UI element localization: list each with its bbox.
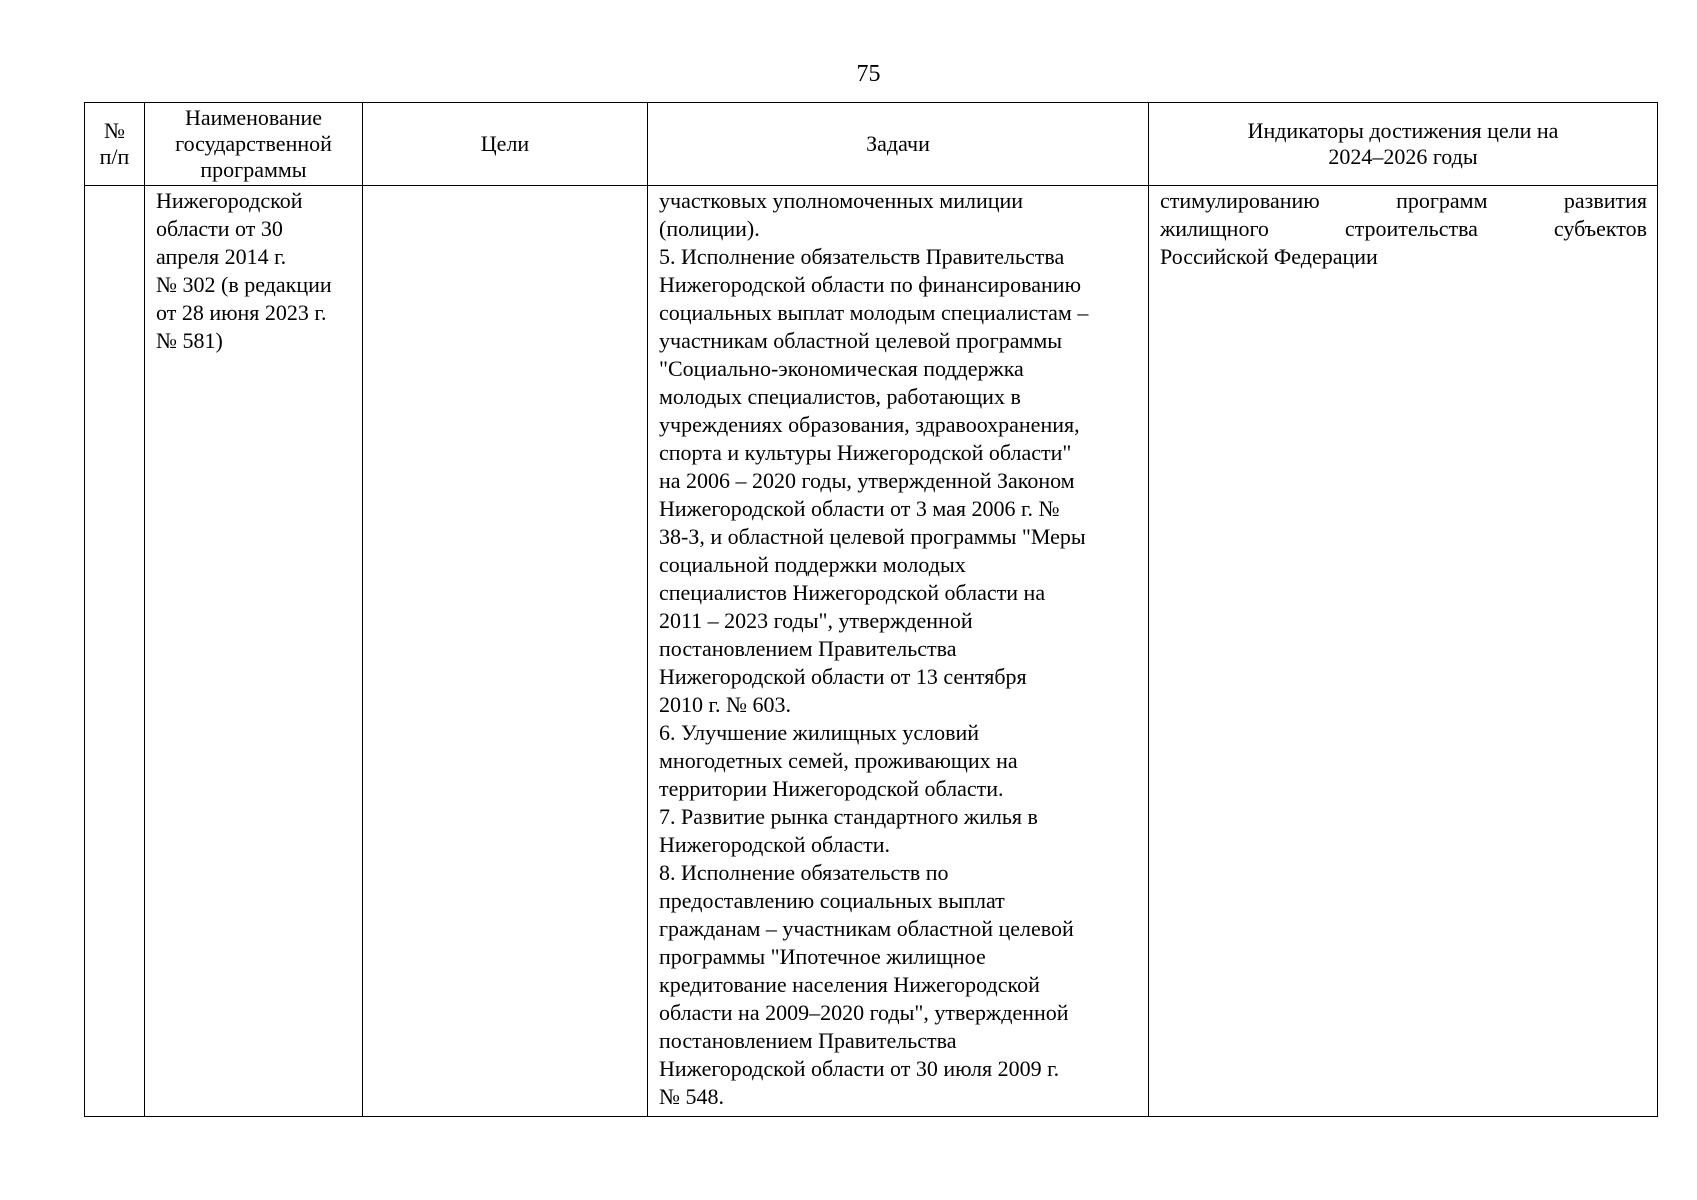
cell-num bbox=[85, 186, 145, 1117]
indicators-line: стимулированию программ развития bbox=[1160, 188, 1647, 213]
tasks-line: постановлением Правительства bbox=[659, 636, 957, 661]
tasks-line: Нижегородской области от 30 июля 2009 г. bbox=[659, 1056, 1060, 1081]
tasks-line: 2010 г. № 603. bbox=[659, 692, 792, 717]
cell-tasks bbox=[648, 186, 1149, 1117]
tasks-line: социальной поддержки молодых bbox=[659, 552, 966, 577]
tasks-line: спорта и культуры Нижегородской области" bbox=[659, 440, 1072, 465]
cell-indicators bbox=[1149, 186, 1658, 1117]
header-program-name: Наименование государственной программы bbox=[145, 103, 363, 186]
tasks-line: 38-З, и областной целевой программы "Меры bbox=[659, 524, 1086, 549]
indicators-line: жилищного строительства субъектов bbox=[1160, 216, 1647, 241]
table-header-row bbox=[85, 103, 1658, 186]
tasks-line: постановлением Правительства bbox=[659, 1028, 957, 1053]
cell-program-name bbox=[145, 186, 363, 1117]
tasks-line: участковых уполномоченных милиции bbox=[659, 188, 1024, 213]
tasks-line: учреждениях образования, здравоохранения, bbox=[659, 412, 1080, 437]
tasks-line: предоставлению социальных выплат bbox=[659, 888, 1005, 913]
tasks-line: специалистов Нижегородской области на bbox=[659, 580, 1046, 605]
tasks-line: 5. Исполнение обязательств Правительства bbox=[659, 244, 1065, 269]
program-name-line: области от 30 bbox=[156, 216, 283, 241]
program-name-line: апреля 2014 г. bbox=[156, 244, 287, 269]
tasks-line: Нижегородской области по финансированию bbox=[659, 272, 1082, 297]
header-tasks: Задачи bbox=[648, 103, 1149, 186]
tasks-line: области на 2009–2020 годы", утвержденной bbox=[659, 1000, 1069, 1025]
tasks-line: молодых специалистов, работающих в bbox=[659, 384, 1021, 409]
cell-goals bbox=[363, 186, 648, 1117]
tasks-line: программы "Ипотечное жилищное bbox=[659, 944, 986, 969]
tasks-line: кредитование населения Нижегородской bbox=[659, 972, 1040, 997]
program-name-line: от 28 июня 2023 г. bbox=[156, 300, 327, 325]
header-goals: Цели bbox=[363, 103, 648, 186]
tasks-line: 6. Улучшение жилищных условий bbox=[659, 720, 980, 745]
tasks-line: Нижегородской области от 13 сентября bbox=[659, 664, 1027, 689]
tasks-line: участникам областной целевой программы bbox=[659, 328, 1063, 353]
tasks-line: "Социально-экономическая поддержка bbox=[659, 356, 1024, 381]
tasks-line: Нижегородской области от 3 мая 2006 г. № bbox=[659, 496, 1060, 521]
tasks-line: гражданам – участникам областной целевой bbox=[659, 916, 1074, 941]
tasks-line: Нижегородской области. bbox=[659, 832, 891, 857]
header-num: № п/п bbox=[85, 103, 145, 186]
program-name-line: № 581) bbox=[156, 328, 223, 353]
tasks-line: территории Нижегородской области. bbox=[659, 776, 1004, 801]
tasks-line: на 2006 – 2020 годы, утвержденной Законом bbox=[659, 468, 1075, 493]
tasks-line: социальных выплат молодым специалистам – bbox=[659, 300, 1089, 325]
tasks-line: многодетных семей, проживающих на bbox=[659, 748, 1018, 773]
programs-table bbox=[84, 102, 1658, 1117]
header-indicators: Индикаторы достижения цели на 2024–2026 годы bbox=[1149, 103, 1658, 186]
tasks-line: 2011 – 2023 годы", утвержденной bbox=[659, 608, 973, 633]
indicators-line: Российской Федерации bbox=[1160, 244, 1378, 269]
page-number: 75 bbox=[856, 61, 881, 87]
tasks-line: 7. Развитие рынка стандартного жилья в bbox=[659, 804, 1038, 829]
program-name-line: № 302 (в редакции bbox=[156, 272, 332, 297]
tasks-line: 8. Исполнение обязательств по bbox=[659, 860, 949, 885]
program-name-line: Нижегородской bbox=[156, 188, 303, 213]
tasks-line: (полиции). bbox=[659, 216, 760, 241]
table-row bbox=[85, 186, 1658, 1117]
tasks-line: № 548. bbox=[659, 1084, 724, 1109]
